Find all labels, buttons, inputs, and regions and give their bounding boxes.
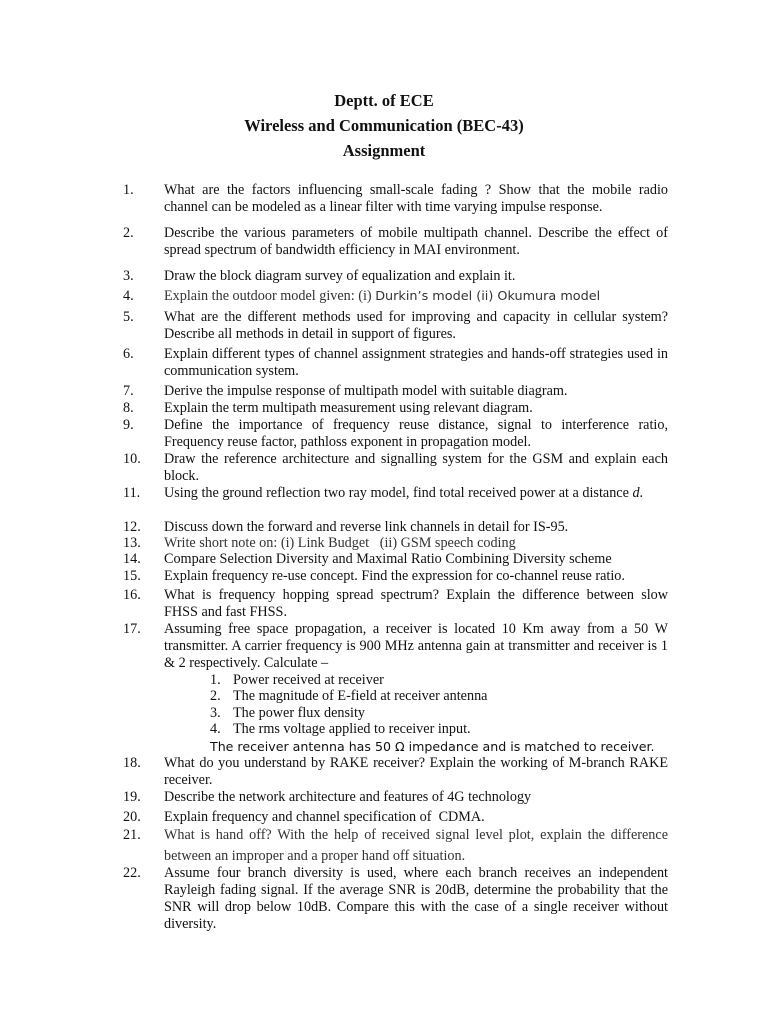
question-text: Define the importance of frequency reuse distance, signal to interference ratio, Frequency reuse factor, pathloss exponent in propagation model. xyxy=(164,417,668,450)
question-text: Describe the various parameters of mobile multipath channel. Describe the effect of spread spectrum of bandwidth efficiency in MAI environment. xyxy=(164,225,668,258)
question-text: Using the ground reflection two ray model, find total received power at a distance d. xyxy=(164,485,644,501)
course-title: Wireless and Communication (BEC-43) xyxy=(244,116,524,135)
question-text: Draw the reference architecture and signalling system for the GSM and explain each block. xyxy=(164,451,668,484)
question-text: Draw the block diagram survey of equalization and explain it. xyxy=(164,268,516,284)
question-text: Explain frequency re-use concept. Find the expression for co-channel reuse ratio. xyxy=(164,568,625,584)
question-text: What is hand off? With the help of received signal level plot, explain the difference between an improper and a proper hand off situation. xyxy=(164,827,668,864)
department-title: Deptt. of ECE xyxy=(334,91,434,110)
impedance-note: The receiver antenna has 50 Ω impedance and is matched to receiver. xyxy=(210,739,655,754)
question-text: Explain different types of channel assignment strategies and hands-off strategies used in communication system. xyxy=(164,346,668,379)
question-text: Write short note on: (i) Link Budget (ii) GSM speech coding xyxy=(164,535,516,551)
question-text: What do you understand by RAKE receiver? Explain the working of M-branch RAKE receiver. xyxy=(164,755,668,788)
question-text: What are the different methods used for improving and capacity in cellular system? Describe all methods in detail in support of figures. xyxy=(164,309,668,342)
question-text: Explain the term multipath measurement using relevant diagram. xyxy=(164,400,533,416)
question-text: Describe the network architecture and features of 4G technology xyxy=(164,789,532,805)
assignment-page: Deptt. of ECE Wireless and Communication (BEC-43) Assignment 1. What are the factors influencing small-scale fading ? Show that the mobile radio channel can be modeled as a linear filter with time varying impulse response. 2. Describe the various parameters of mobile multipath channel. Describe the effect of spread spectrum of bandwidth efficiency in MAI environment. 3. Draw the block diagram survey of equalization and explain it. 4. Explain the outdoor model given: (i) Durkin’s model (ii) Okumura model 5. What are the different methods used for improving and capacity in cellular system? Describe all methods in detail in support of figures. 6. Explain different types of channel assignment strategies and hands-off strategies used in communication system. 7. Derive the impulse response of multipath model with suitable diagram. 8. Explain the term multipath measurement using relevant diagram. 9. Define the importance of frequency reuse distance, signal to interference ratio, Frequency reuse factor, pathloss exponent in propagation model. 10. Draw the reference architecture and signalling system for the GSM and explain each block. 11. Using the ground reflection two ray model, find total received power at a distance d. 12. Discuss down the forward and reverse link channels in detail for IS-95. 13. Write short note on: (i) Link Budget (ii) GSM speech coding 14. Compare Selection Diversity and Maximal Ratio Combining Diversity scheme 15. Explain frequency re-use concept. Find the expression for co-channel reuse ratio. 16. What is frequency hopping spread spectrum? Explain the difference between slow FHSS and fast FHSS. 17. Assuming free space propagation, a receiver is located 10 Km away from a 50 W transmitter. A carrier frequency is 900 MHz antenna gain at transmitter and receiver is 1 & 2 respectively. Calculate – 1. Power received at receiver 2. The magnitude of E-field at receiver antenna 3. The power flux density 4. The rms voltage applied to receiver input. The receiver antenna has 50 Ω impedance and is matched to receiver. 18. What do you understand by RAKE receiver? Explain the working of M-branch RAKE receiver. 19. Describe the network architecture and features of 4G technology 20. Explain frequency and channel specification of CDMA. 21. What is hand off? With the help of received signal level plot, explain the difference between an improper and a proper hand off situation. 22. Assume four branch diversity is used, where each branch receives an independent Rayleigh fading signal. If the average SNR is 20dB, determine the probability that the SNR will drop below 10dB. Compare this with the case of a single receiver without diversity. xyxy=(0,0,768,1024)
assignment-title: Assignment xyxy=(342,141,426,160)
question-text: Discuss down the forward and reverse link channels in detail for IS-95. xyxy=(164,519,569,535)
question-text: What is frequency hopping spread spectrum? Explain the difference between slow FHSS and fast FHSS. xyxy=(164,587,668,620)
question-text: What are the factors influencing small-scale fading ? Show that the mobile radio channel can be modeled as a linear filter with time varying impulse response. xyxy=(164,182,668,215)
question-text: Derive the impulse response of multipath model with suitable diagram. xyxy=(164,383,568,399)
question-text: Explain frequency and channel specification of CDMA. xyxy=(164,809,485,825)
question-text: Compare Selection Diversity and Maximal Ratio Combining Diversity scheme xyxy=(164,551,612,567)
question-text: Assume four branch diversity is used, where each branch receives an independent Rayleigh fading signal. If the average SNR is 20dB, determine the probability that the SNR will drop below 10dB. Compare this with the case of a single receiver without diversity. xyxy=(164,865,668,932)
document-header xyxy=(0,88,768,163)
question-text: Assuming free space propagation, a receiver is located 10 Km away from a 50 W transmitter. A carrier frequency is 900 MHz antenna gain at transmitter and receiver is 1 & 2 respectively. Calculate – xyxy=(164,621,668,671)
question-text: Explain the outdoor model given: (i) Durkin’s model (ii) Okumura model xyxy=(164,288,601,304)
